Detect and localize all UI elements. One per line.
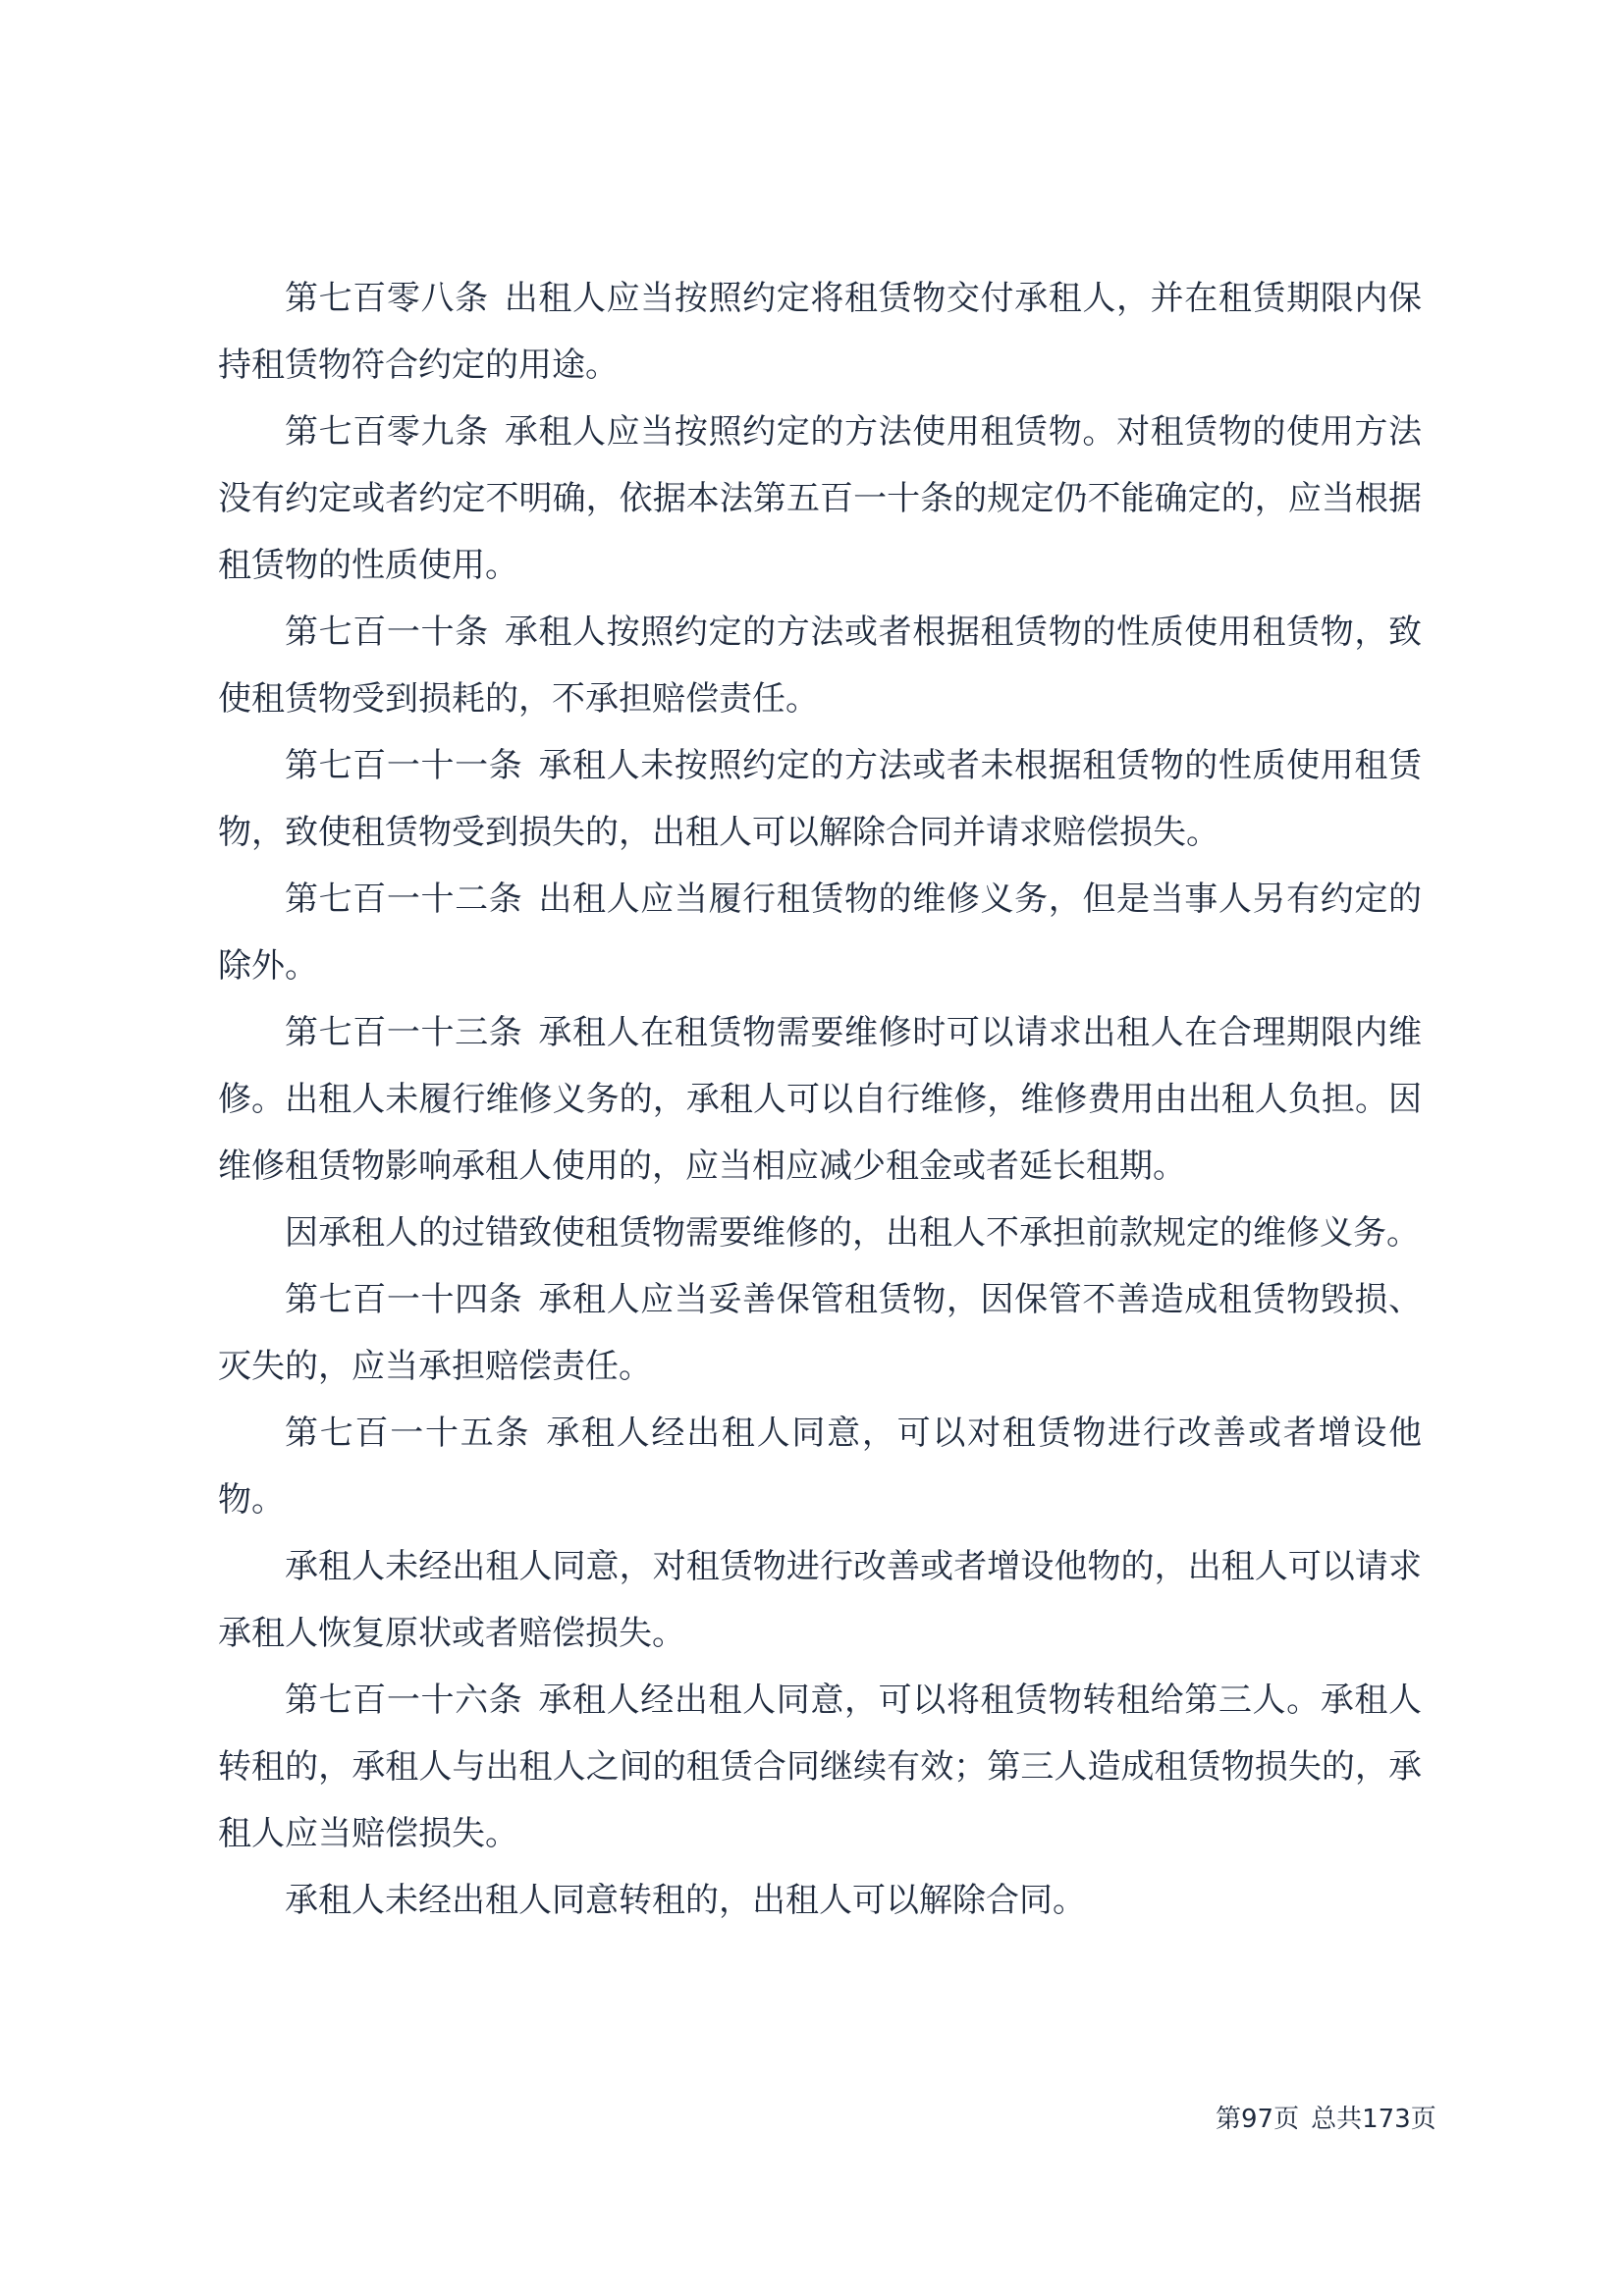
- page-total: 总共173页: [1311, 2105, 1436, 2134]
- article-number: 第七百一十条: [285, 613, 489, 652]
- document-body: [218, 265, 1422, 1934]
- page-number: 第97页: [1216, 2105, 1300, 2134]
- article-text: 承租人未经出租人同意，对租赁物进行改善或者增设他物的，出租人可以请求承租人恢复原状或者赔偿损失。: [218, 1547, 1422, 1653]
- article-number: 第七百零九条: [285, 412, 489, 452]
- article-text: 出租人应当履行租赁物的维修义务，但是当事人另有约定的除外。: [218, 880, 1422, 986]
- article-number: 第七百一十四条: [285, 1280, 523, 1319]
- article-text: 承租人按照约定的方法或者根据租赁物的性质使用租赁物，致使租赁物受到损耗的，不承担赔偿责任。: [218, 613, 1422, 719]
- paragraph-article-708: [218, 265, 1422, 399]
- paragraph-article-713: [218, 999, 1422, 1200]
- article-text: 承租人应当妥善保管租赁物，因保管不善造成租赁物毁损、灭失的，应当承担赔偿责任。: [218, 1280, 1422, 1386]
- paragraph-article-715-clause-2: [218, 1533, 1422, 1667]
- article-number: 第七百零八条: [285, 279, 489, 318]
- article-text: 出租人应当按照约定将租赁物交付承租人，并在租赁期限内保持租赁物符合约定的用途。: [218, 279, 1422, 385]
- article-text: 承租人应当按照约定的方法使用租赁物。对租赁物的使用方法没有约定或者约定不明确，依据本法第五百一十条的规定仍不能确定的，应当根据租赁物的性质使用。: [218, 412, 1422, 585]
- paragraph-article-713-clause-2: [218, 1200, 1422, 1266]
- article-number: 第七百一十三条: [285, 1013, 523, 1052]
- page-footer: [1216, 2103, 1436, 2136]
- paragraph-article-716: [218, 1667, 1422, 1867]
- article-text: 承租人在租赁物需要维修时可以请求出租人在合理期限内维修。出租人未履行维修义务的，承租人可以自行维修，维修费用由出租人负担。因维修租赁物影响承租人使用的，应当相应减少租金或者延长租期。: [218, 1013, 1422, 1186]
- article-text: 因承租人的过错致使租赁物需要维修的，出租人不承担前款规定的维修义务。: [285, 1213, 1420, 1253]
- article-text: 承租人未按照约定的方法或者未根据租赁物的性质使用租赁物，致使租赁物受到损失的，出租人可以解除合同并请求赔偿损失。: [218, 746, 1422, 852]
- paragraph-article-711: [218, 732, 1422, 866]
- article-text: 承租人经出租人同意，可以对租赁物进行改善或者增设他物。: [218, 1414, 1423, 1520]
- article-number: 第七百一十一条: [285, 746, 523, 785]
- article-number: 第七百一十二条: [285, 880, 523, 919]
- paragraph-article-714: [218, 1266, 1422, 1400]
- paragraph-article-710: [218, 599, 1422, 732]
- article-text: 承租人未经出租人同意转租的，出租人可以解除合同。: [285, 1881, 1086, 1920]
- paragraph-article-712: [218, 866, 1422, 999]
- article-number: 第七百一十六条: [285, 1681, 523, 1720]
- article-number: 第七百一十五条: [285, 1414, 531, 1453]
- article-text: 承租人经出租人同意，可以将租赁物转租给第三人。承租人转租的，承租人与出租人之间的租赁合同继续有效；第三人造成租赁物损失的，承租人应当赔偿损失。: [218, 1681, 1422, 1853]
- paragraph-article-716-clause-2: [218, 1867, 1422, 1934]
- paragraph-article-715: [218, 1400, 1422, 1533]
- paragraph-article-709: [218, 399, 1422, 599]
